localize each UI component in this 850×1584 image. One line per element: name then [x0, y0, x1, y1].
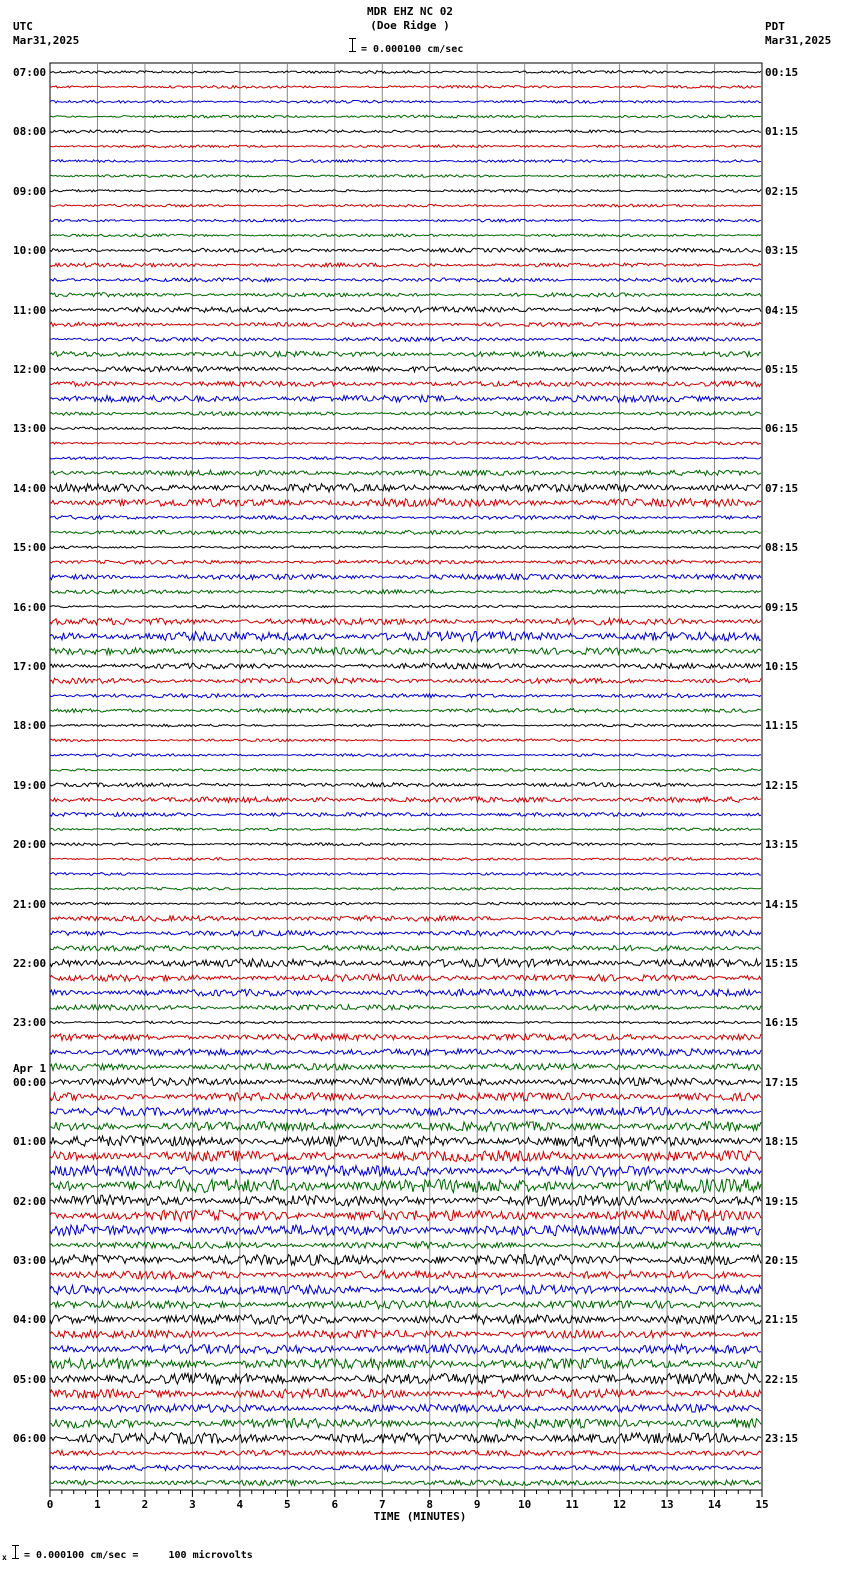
- seismic-trace: [50, 546, 761, 549]
- pdt-hour-label: 17:15: [765, 1075, 799, 1089]
- utc-hour-label: 22:00: [13, 957, 47, 970]
- seismic-trace: [50, 1005, 761, 1011]
- pdt-hour-label: 16:15: [765, 1016, 799, 1030]
- seismic-trace: [50, 293, 761, 297]
- seismic-trace: [50, 130, 761, 133]
- x-tick-label: 6: [331, 1498, 339, 1511]
- pdt-hour-label: 03:15: [765, 244, 799, 258]
- utc-hour-label: 12:00: [13, 363, 47, 376]
- x-tick-label: 15: [755, 1498, 769, 1511]
- seismic-trace: [50, 618, 761, 625]
- utc-hour-label: 15:00: [13, 541, 47, 555]
- utc-hour-label: 10:00: [13, 244, 47, 258]
- seismic-trace: [50, 71, 761, 74]
- footer-scale-label: = 0.000100 cm/sec = 100 microvolts: [24, 1550, 253, 1561]
- pdt-hour-label: 19:15: [765, 1194, 799, 1208]
- seismic-trace: [50, 1315, 761, 1325]
- pdt-hour-label: 07:15: [765, 481, 799, 495]
- utc-hour-label: 07:00: [13, 66, 47, 79]
- pdt-hour-label: 04:15: [765, 303, 799, 317]
- seismic-trace: [50, 351, 761, 356]
- x-tick-label: 7: [378, 1498, 386, 1511]
- pdt-zone-label: PDT: [765, 20, 785, 33]
- pdt-hour-label: 12:15: [765, 778, 799, 792]
- utc-hour-label: 18:00: [13, 719, 47, 733]
- x-tick-label: 5: [284, 1498, 291, 1511]
- seismic-trace: [50, 1330, 761, 1338]
- seismic-trace: [50, 916, 761, 921]
- time-axis: [47, 1490, 769, 1511]
- seismic-trace: [50, 189, 761, 192]
- seismic-trace: [50, 678, 761, 684]
- seismic-trace: [50, 470, 761, 476]
- pdt-hour-label: 02:15: [765, 184, 799, 198]
- x-tick-label: 1: [94, 1498, 101, 1511]
- utc-date-label: Mar31,2025: [13, 34, 80, 47]
- seismic-trace: [50, 813, 761, 817]
- seismic-trace: [50, 263, 761, 267]
- seismic-trace: [50, 783, 761, 787]
- footer-scale-bar-icon: [15, 1545, 16, 1559]
- seismic-trace: [50, 1344, 761, 1353]
- pdt-hour-label: 09:15: [765, 600, 799, 614]
- seismic-trace: [50, 1195, 761, 1206]
- seismic-trace: [50, 484, 761, 492]
- seismic-trace: [50, 1122, 761, 1132]
- seismic-trace: [50, 843, 761, 846]
- x-axis-title: TIME (MINUTES): [373, 1510, 467, 1523]
- seismic-trace: [50, 1021, 761, 1024]
- x-tick-label: 2: [141, 1498, 149, 1511]
- seismic-trace: [50, 873, 761, 876]
- x-tick-label: 3: [189, 1498, 196, 1511]
- pdt-hour-label: 23:15: [765, 1432, 799, 1446]
- utc-hour-label: 04:00: [13, 1313, 47, 1327]
- seismic-trace: [50, 974, 761, 981]
- seismic-trace: [50, 516, 761, 520]
- utc-hour-label: 01:00: [13, 1135, 47, 1149]
- seismic-trace: [50, 1301, 761, 1309]
- seismic-trace: [50, 769, 761, 772]
- utc-zone-label: UTC: [13, 20, 33, 33]
- seismic-trace: [50, 1373, 761, 1384]
- seismic-trace: [50, 709, 761, 713]
- seismic-trace: [50, 175, 761, 178]
- seismic-trace: [50, 248, 761, 252]
- seismic-trace: [50, 307, 761, 313]
- x-tick-label: 9: [473, 1498, 481, 1511]
- seismic-trace: [50, 1225, 761, 1236]
- utc-hour-label: 17:00: [13, 660, 47, 673]
- seismic-trace: [50, 828, 761, 831]
- footer-mark-icon: x: [2, 1553, 7, 1562]
- seismic-trace: [50, 694, 761, 698]
- seismic-trace: [50, 1151, 761, 1162]
- seismic-trace: [50, 1419, 761, 1429]
- utc-hour-label: 09:00: [13, 184, 47, 198]
- seismic-trace: [50, 1285, 761, 1295]
- seismic-trace: [50, 160, 761, 163]
- seismic-trace: [50, 322, 761, 326]
- pdt-hour-label: 06:15: [765, 422, 799, 436]
- seismic-trace: [50, 204, 761, 207]
- seismic-trace: [50, 1450, 761, 1456]
- seismic-trace: [50, 499, 761, 507]
- utc-hour-label: 00:00: [13, 1075, 47, 1089]
- seismic-trace: [50, 1242, 761, 1249]
- seismic-trace: [50, 395, 761, 402]
- seismic-trace: [50, 858, 761, 861]
- seismic-trace: [50, 663, 761, 669]
- pdt-hour-label: 10:15: [765, 660, 799, 673]
- utc-hour-label: 11:00: [13, 303, 47, 317]
- seismic-trace: [50, 632, 761, 642]
- seismic-trace: [50, 100, 761, 103]
- utc-hour-label: 19:00: [13, 778, 47, 792]
- seismic-trace: [50, 366, 761, 372]
- pdt-hour-label: 00:15: [765, 66, 799, 79]
- seismic-trace: [50, 1034, 761, 1041]
- x-tick-label: 13: [660, 1498, 674, 1511]
- pdt-hour-label: 08:15: [765, 541, 799, 555]
- seismic-trace: [50, 278, 761, 282]
- seismic-trace: [50, 1136, 761, 1147]
- seismic-trace: [50, 1480, 761, 1485]
- seismic-trace: [50, 381, 761, 387]
- utc-hour-label: 08:00: [13, 125, 47, 139]
- pdt-hour-label: 21:15: [765, 1313, 799, 1327]
- seismic-trace: [50, 457, 761, 460]
- seismic-trace: [50, 530, 761, 534]
- pdt-date-label: Mar31,2025: [765, 34, 832, 47]
- seismic-trace: [50, 412, 761, 416]
- pdt-hour-label: 01:15: [765, 125, 799, 139]
- seismic-trace: [50, 931, 761, 936]
- scale-bar-icon: [352, 38, 353, 52]
- x-tick-label: 4: [236, 1498, 244, 1511]
- seismic-trace: [50, 754, 761, 757]
- seismic-trace: [50, 797, 761, 803]
- seismic-trace: [50, 115, 761, 118]
- seismic-trace: [50, 234, 761, 237]
- seismic-trace: [50, 1255, 761, 1266]
- seismic-trace: [50, 1433, 761, 1444]
- pdt-hour-label: 18:15: [765, 1135, 799, 1149]
- day-change-label: Apr 1: [13, 1061, 47, 1075]
- seismic-trace: [50, 724, 761, 727]
- utc-hour-label: 16:00: [13, 600, 47, 614]
- scale-label: = 0.000100 cm/sec: [361, 44, 464, 55]
- utc-hour-label: 21:00: [13, 897, 47, 911]
- x-tick-label: 11: [565, 1498, 579, 1511]
- seismic-trace: [50, 86, 761, 89]
- pdt-hour-label: 15:15: [765, 957, 799, 970]
- x-tick-label: 8: [426, 1498, 434, 1511]
- seismic-trace: [50, 1465, 761, 1471]
- seismic-traces: [50, 71, 761, 1486]
- seismic-trace: [50, 902, 761, 905]
- seismic-trace: [50, 1358, 761, 1369]
- x-tick-label: 12: [612, 1498, 627, 1511]
- x-tick-label: 14: [707, 1498, 722, 1511]
- seismic-trace: [50, 1271, 761, 1279]
- seismic-trace: [50, 574, 761, 580]
- seismic-trace: [50, 739, 761, 742]
- utc-hour-label: 14:00: [13, 481, 47, 495]
- seismic-trace: [50, 427, 761, 430]
- seismic-trace: [50, 219, 761, 222]
- seismic-trace: [50, 560, 761, 564]
- seismic-trace: [50, 1049, 761, 1056]
- utc-hour-label: 02:00: [13, 1194, 47, 1208]
- pdt-hour-label: 14:15: [765, 897, 799, 911]
- seismic-trace: [50, 145, 761, 148]
- seismic-trace: [50, 959, 761, 967]
- utc-hour-label: 03:00: [13, 1254, 47, 1267]
- utc-hour-label: 13:00: [13, 422, 47, 436]
- seismic-trace: [50, 337, 761, 341]
- utc-hour-label: 23:00: [13, 1016, 47, 1030]
- seismic-trace: [50, 1064, 761, 1071]
- pdt-hour-label: 20:15: [765, 1254, 799, 1267]
- seismic-trace: [50, 1166, 761, 1177]
- seismic-trace: [50, 1404, 761, 1412]
- seismic-trace: [50, 648, 761, 655]
- utc-hour-label: 20:00: [13, 838, 47, 852]
- pdt-hour-label: 05:15: [765, 363, 799, 376]
- seismic-trace: [50, 1210, 761, 1221]
- seismic-trace: [50, 442, 761, 445]
- x-tick-label: 0: [46, 1498, 54, 1511]
- x-tick-label: 10: [518, 1498, 532, 1511]
- site-title: (Doe Ridge ): [370, 19, 450, 32]
- pdt-hour-label: 11:15: [765, 719, 799, 733]
- pdt-hour-label: 13:15: [765, 838, 799, 852]
- station-title: MDR EHZ NC 02: [366, 5, 454, 18]
- utc-hour-label: 06:00: [13, 1432, 47, 1446]
- seismic-trace: [50, 887, 761, 890]
- seismic-trace: [50, 1078, 761, 1086]
- seismic-trace: [50, 945, 761, 951]
- seismic-trace: [50, 1179, 761, 1193]
- seismic-trace: [50, 605, 761, 608]
- seismic-trace: [50, 989, 761, 996]
- pdt-hour-label: 22:15: [765, 1372, 799, 1386]
- seismic-trace: [50, 1093, 761, 1101]
- seismic-trace: [50, 590, 761, 594]
- utc-hour-label: 05:00: [13, 1372, 47, 1386]
- seismic-trace: [50, 1389, 761, 1399]
- seismic-trace: [50, 1107, 761, 1115]
